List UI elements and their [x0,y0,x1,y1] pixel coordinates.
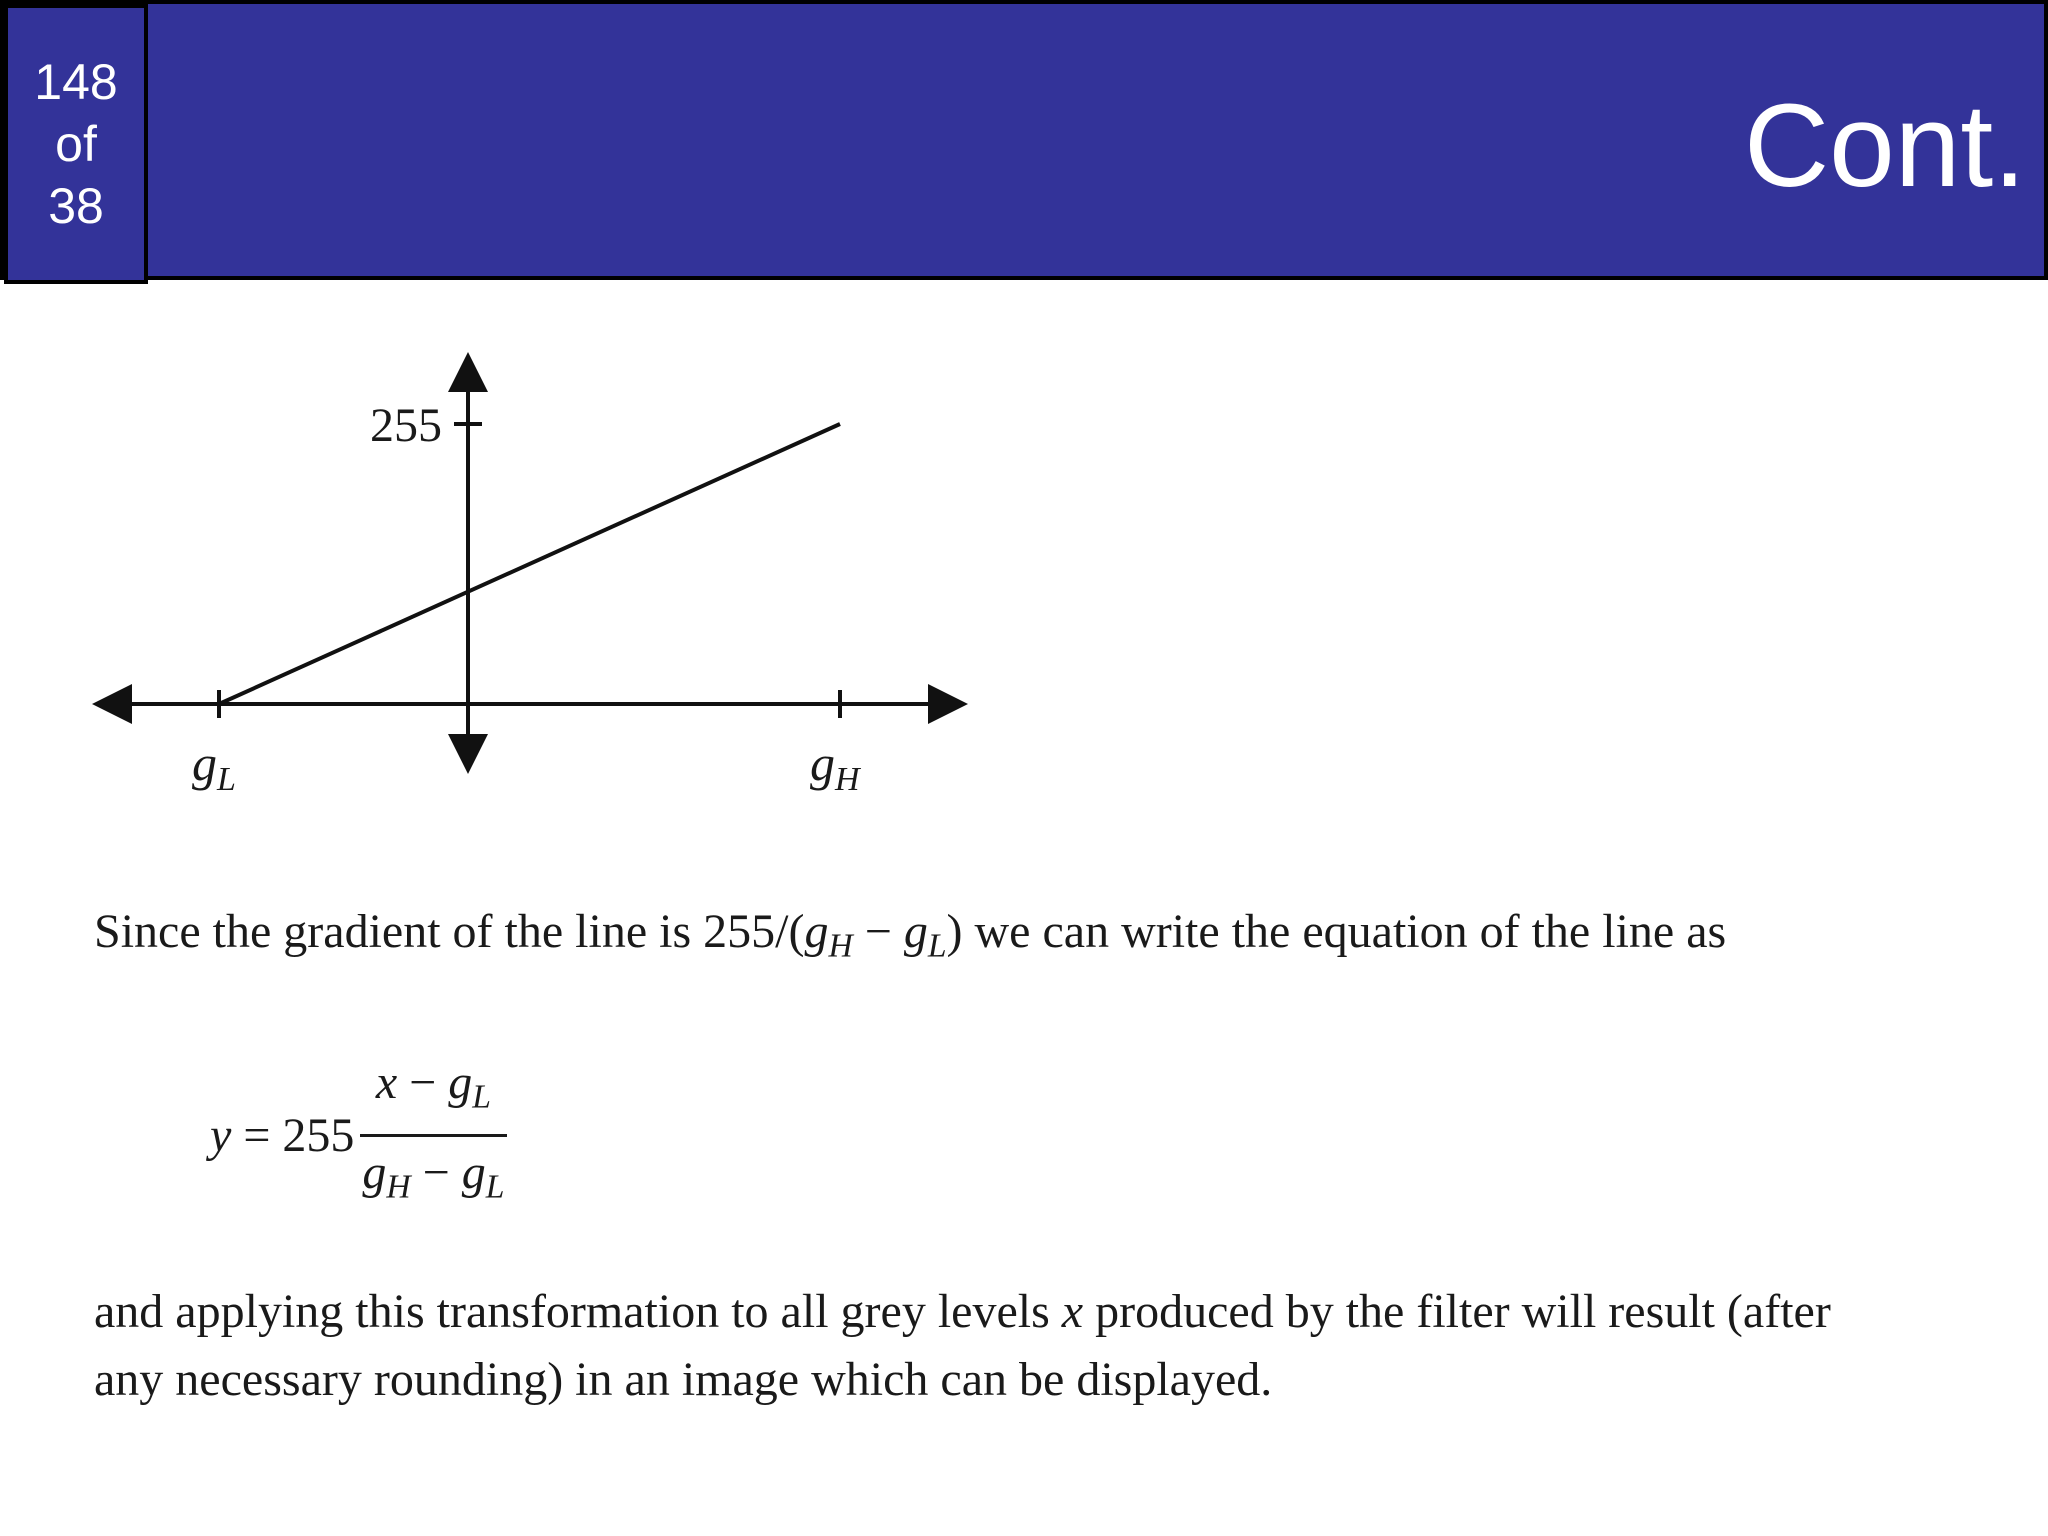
linear-transform-diagram [80,340,1010,820]
equation-equals-255: = 255 [231,1108,355,1162]
equation-fraction [356,1053,510,1217]
transform-line [219,424,840,704]
transformation-paragraph-line2: any necessary rounding) in an image which can be displayed. [94,1353,1273,1406]
equation-lhs: y [210,1108,232,1162]
slide-number: 148 [34,54,118,110]
fraction-numerator: $x - g_L$ [360,1053,507,1136]
line-equation [210,1056,510,1210]
fraction-denominator: $g_H - g_L$ [362,1145,505,1205]
x-tick-label-gh: $g_H$ [810,735,860,798]
x-tick-label-gl: $g_L$ [192,735,236,798]
transformation-paragraph-line1: and applying this transformation to all grey levels x produced by the filter will result (after [94,1285,1831,1338]
slide-total: 38 [48,178,104,234]
slide-counter [4,4,148,284]
slide-of-label: of [55,116,97,172]
gradient-paragraph: Since the gradient of the line is $255/(g_H - g_L)$ we can write the equation of the line as [94,905,1727,965]
slide-title: Cont. [1743,80,2026,212]
y-tick-label-255: 255 [370,399,442,452]
header-bar [0,0,2048,280]
transformation-paragraph [94,1278,1831,1414]
